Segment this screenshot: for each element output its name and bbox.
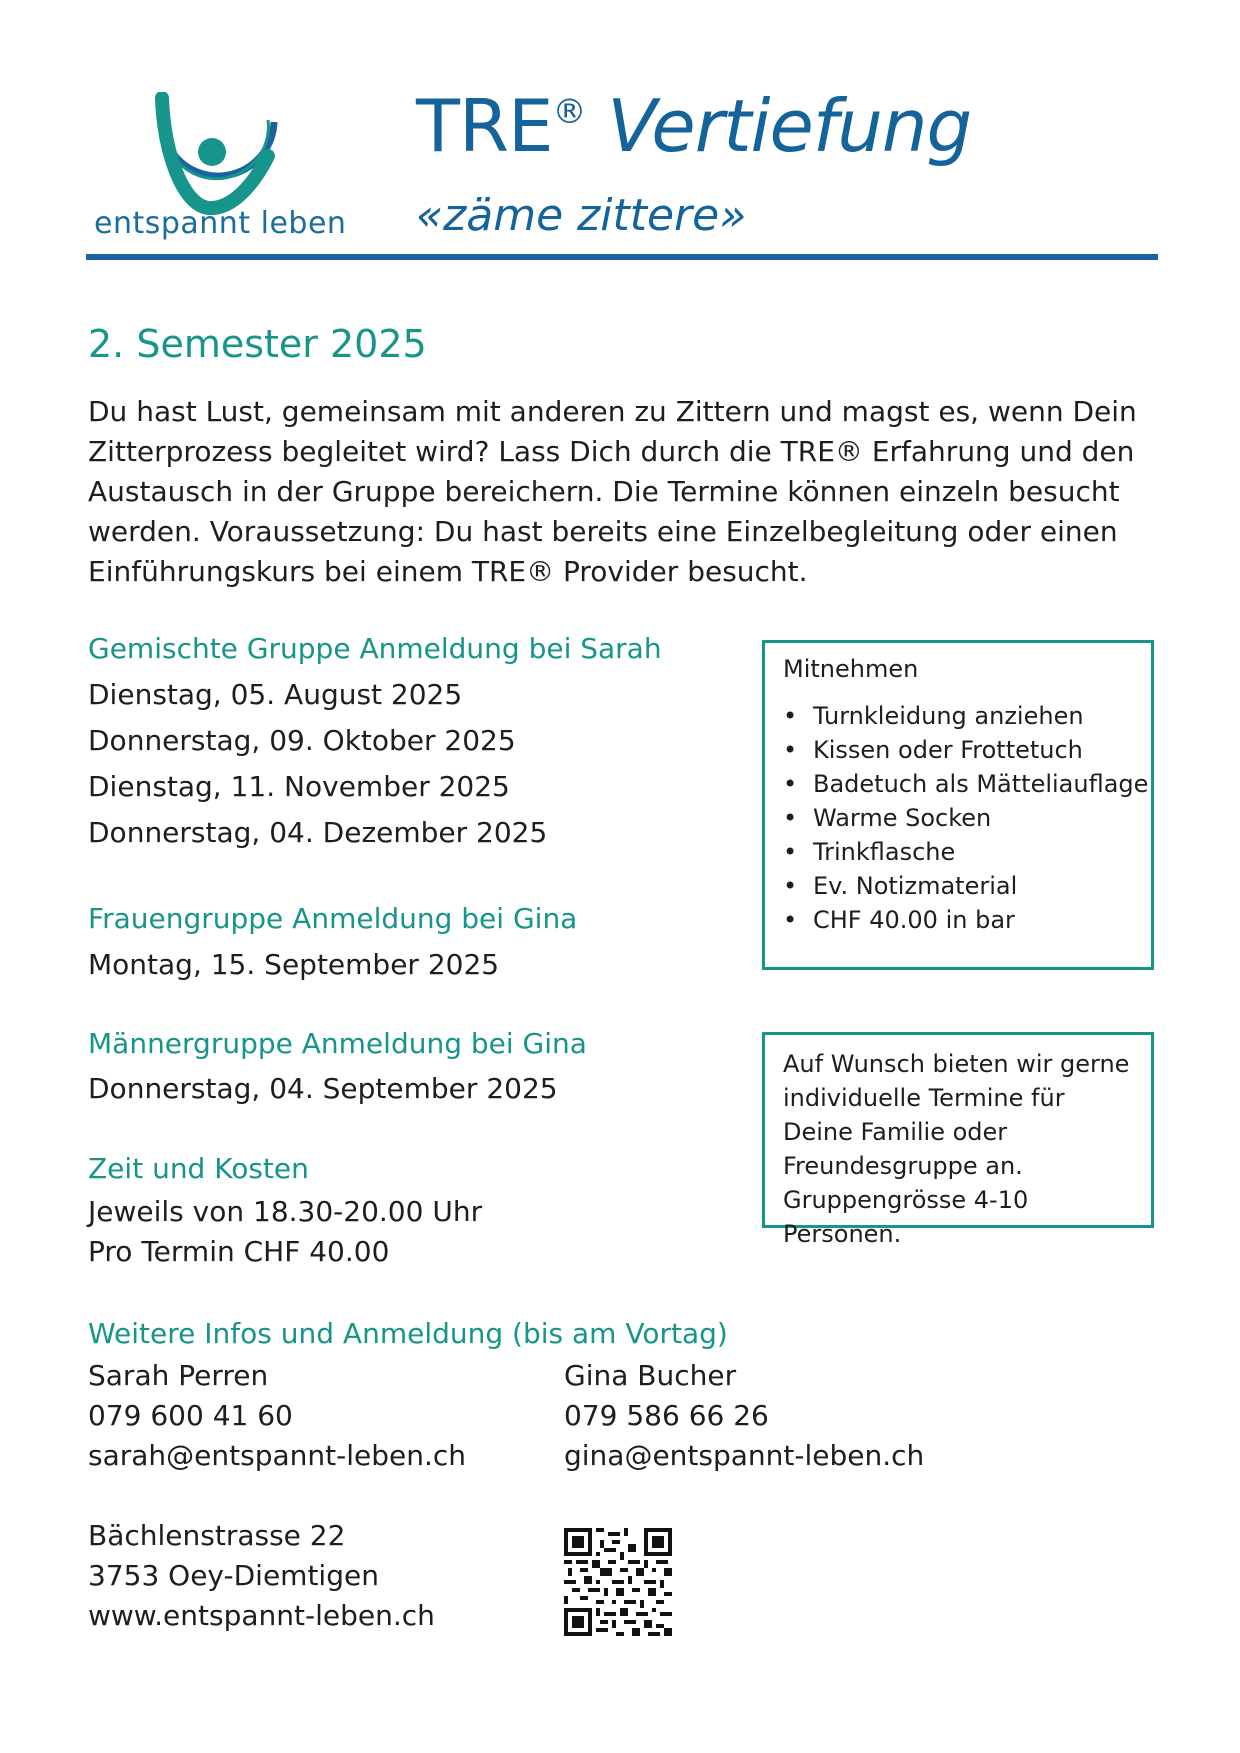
semester-heading: 2. Semester 2025 [88, 322, 427, 366]
cost-heading: Zeit und Kosten [88, 1152, 309, 1185]
list-item: • Turnkleidung anziehen [783, 699, 1133, 733]
intro-paragraph: Du hast Lust, gemeinsam mit anderen zu Zittern und magst es, wenn Dein Zitterprozess begleitet wird? Lass Dich durch die TRE® Erfahrung und den Austausch in der Gruppe bereichern. Die Termine können einzeln besucht werden. Voraussetzung: Du hast bereits eine Einzelbegleitung oder einen Einführungskurs bei einem TRE® Provider besucht. [88, 395, 1137, 588]
list-item: • CHF 40.00 in bar [783, 903, 1133, 937]
qr-code-icon[interactable] [564, 1528, 672, 1636]
page-subtitle: «zäme zittere» [416, 190, 747, 241]
bring-box-title: Mitnehmen [783, 655, 919, 683]
group-dates-women [88, 942, 499, 988]
title-script: Vertiefung [607, 84, 972, 168]
bring-list [783, 699, 1149, 937]
bring-box [762, 640, 1154, 970]
date-item: Dienstag, 05. August 2025 [88, 678, 463, 711]
group-heading-women: Frauengruppe Anmeldung bei Gina [88, 902, 578, 935]
wish-box-text: Auf Wunsch bieten wir gerne individuelle Termine für Deine Familie oder Freundesgruppe an. Gruppengrösse 4-10 Personen. [783, 1050, 1130, 1248]
date-item: Montag, 15. September 2025 [88, 948, 500, 981]
date-item: Donnerstag, 09. Oktober 2025 [88, 724, 516, 757]
contact-name: Sarah Perren [88, 1359, 269, 1392]
date-item: Donnerstag, 04. Dezember 2025 [88, 816, 548, 849]
wish-box [762, 1032, 1154, 1248]
group-heading-men: Männergruppe Anmeldung bei Gina [88, 1027, 587, 1060]
contact-email[interactable]: sarah@entspannt-leben.ch [88, 1439, 466, 1472]
group-dates-men [88, 1066, 558, 1112]
date-item: Donnerstag, 04. September 2025 [88, 1072, 558, 1105]
cost-lines [88, 1192, 482, 1272]
time-text: Jeweils von 18.30-20.00 Uhr [88, 1195, 483, 1228]
title-main: TRE [416, 84, 553, 168]
header-divider [86, 254, 1158, 260]
logo-text: entspannt leben [94, 206, 347, 241]
address-city: 3753 Oey-Diemtigen [88, 1559, 379, 1592]
contact-gina [564, 1356, 924, 1476]
group-heading-mixed: Gemischte Gruppe Anmeldung bei Sarah [88, 632, 662, 665]
group-dates-mixed [88, 672, 547, 856]
address-block [88, 1516, 435, 1636]
page-title [416, 84, 971, 168]
contact-phone[interactable]: 079 600 41 60 [88, 1399, 293, 1432]
list-item: • Warme Socken [783, 801, 1133, 835]
list-item: • Ev. Notizmaterial [783, 869, 1133, 903]
contact-name: Gina Bucher [564, 1359, 737, 1392]
contact-heading: Weitere Infos und Anmeldung (bis am Vortag) [88, 1317, 728, 1350]
registered-mark: ® [552, 92, 586, 132]
list-item: • Trinkflasche [783, 835, 1133, 869]
contact-email[interactable]: gina@entspannt-leben.ch [564, 1439, 925, 1472]
list-item: • Badetuch als Mätteliauflage [783, 767, 1133, 801]
list-item: • Kissen oder Frottetuch [783, 733, 1133, 767]
contact-phone[interactable]: 079 586 66 26 [564, 1399, 769, 1432]
contact-sarah [88, 1356, 466, 1476]
date-item: Dienstag, 11. November 2025 [88, 770, 510, 803]
website-link[interactable]: www.entspannt-leben.ch [88, 1599, 435, 1632]
address-street: Bächlenstrasse 22 [88, 1519, 346, 1552]
price-text: Pro Termin CHF 40.00 [88, 1235, 390, 1268]
